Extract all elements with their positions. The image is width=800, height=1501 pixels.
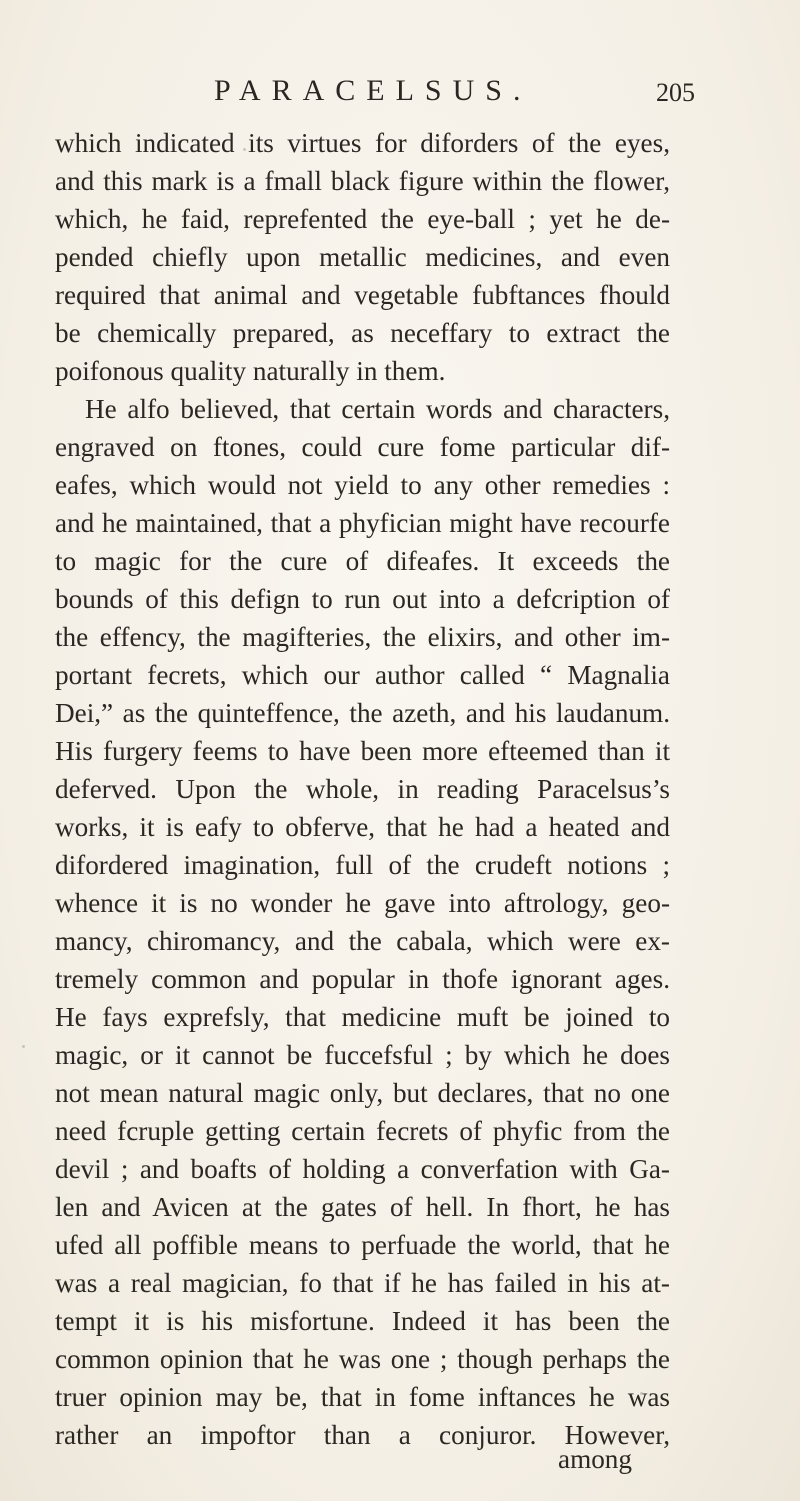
text-line: which, he faid, reprefented the eye-ball ; yet he de-	[55, 204, 670, 234]
text-line: and he maintained, that a phyfician might have recourfe	[55, 508, 670, 538]
text-line: whence it is no wonder he gave into aftrology, geo-	[55, 888, 670, 918]
text-line: ufed all poffible means to perfuade the world, that he	[55, 1230, 670, 1260]
text-line: tempt it is his misfortune. Indeed it has been the	[55, 1306, 670, 1336]
text-line: be chemically prepared, as neceffary to extract the	[55, 318, 670, 348]
text-line: which indicated its virtues for diforders of the eyes,	[55, 128, 670, 158]
text-line: required that animal and vegetable fubftances fhould	[55, 280, 670, 310]
text-line: eafes, which would not yield to any other remedies :	[55, 470, 670, 500]
running-head: PARACELSUS.	[214, 74, 532, 107]
text-line: engraved on ftones, could cure fome particular dif-	[55, 432, 670, 462]
text-line: deferved. Upon the whole, in reading Paracelsus’s	[55, 774, 670, 804]
text-line: and this mark is a fmall black figure within the flower,	[55, 166, 670, 196]
text-line: tremely common and popular in thofe ignorant ages.	[55, 964, 670, 994]
text-line: bounds of this defign to run out into a defcription of	[55, 584, 670, 614]
text-line: Dei,” as the quinteffence, the azeth, and his laudanum.	[55, 698, 670, 728]
page-header	[0, 74, 800, 114]
text-line: need fcruple getting certain fecrets of phyfic from the	[55, 1116, 670, 1146]
text-line: was a real magician, fo that if he has failed in his at-	[55, 1268, 670, 1298]
text-line: portant fecrets, which our author called “ Magnalia	[55, 660, 670, 690]
text-line: to magic for the cure of difeafes. It exceeds the	[55, 546, 670, 576]
paper-speck	[243, 148, 246, 151]
text-line: rather an impoftor than a conjuror. However,	[55, 1420, 670, 1450]
text-line: the effency, the magifteries, the elixirs, and other im-	[55, 622, 670, 652]
page-number: 205	[656, 78, 695, 107]
text-line: truer opinion may be, that in fome inftances he was	[55, 1382, 670, 1412]
text-line: difordered imagination, full of the crudeft notions ;	[55, 850, 670, 880]
text-line: len and Avicen at the gates of hell. In fhort, he has	[55, 1192, 670, 1222]
text-line: not mean natural magic only, but declares, that no one	[55, 1078, 670, 1108]
text-line: magic, or it cannot be fuccefsful ; by which he does	[55, 1040, 670, 1070]
text-line: devil ; and boafts of holding a converfation with Ga-	[55, 1154, 670, 1184]
text-line: poifonous quality naturally in them.	[55, 356, 446, 386]
text-line: pended chiefly upon metallic medicines, and even	[55, 242, 670, 272]
text-line: common opinion that he was one ; though perhaps the	[55, 1344, 670, 1374]
catchword: among	[558, 1444, 632, 1474]
text-line: He alfo believed, that certain words and characters,	[85, 394, 670, 424]
text-line: mancy, chiromancy, and the cabala, which were ex-	[55, 926, 670, 956]
text-line: He fays exprefsly, that medicine muft be joined to	[55, 1002, 670, 1032]
text-line: His furgery feems to have been more efteemed than it	[55, 736, 670, 766]
text-line: works, it is eafy to obferve, that he had a heated and	[55, 812, 670, 842]
paper-speck	[640, 1392, 643, 1395]
paper-speck	[22, 1045, 25, 1048]
